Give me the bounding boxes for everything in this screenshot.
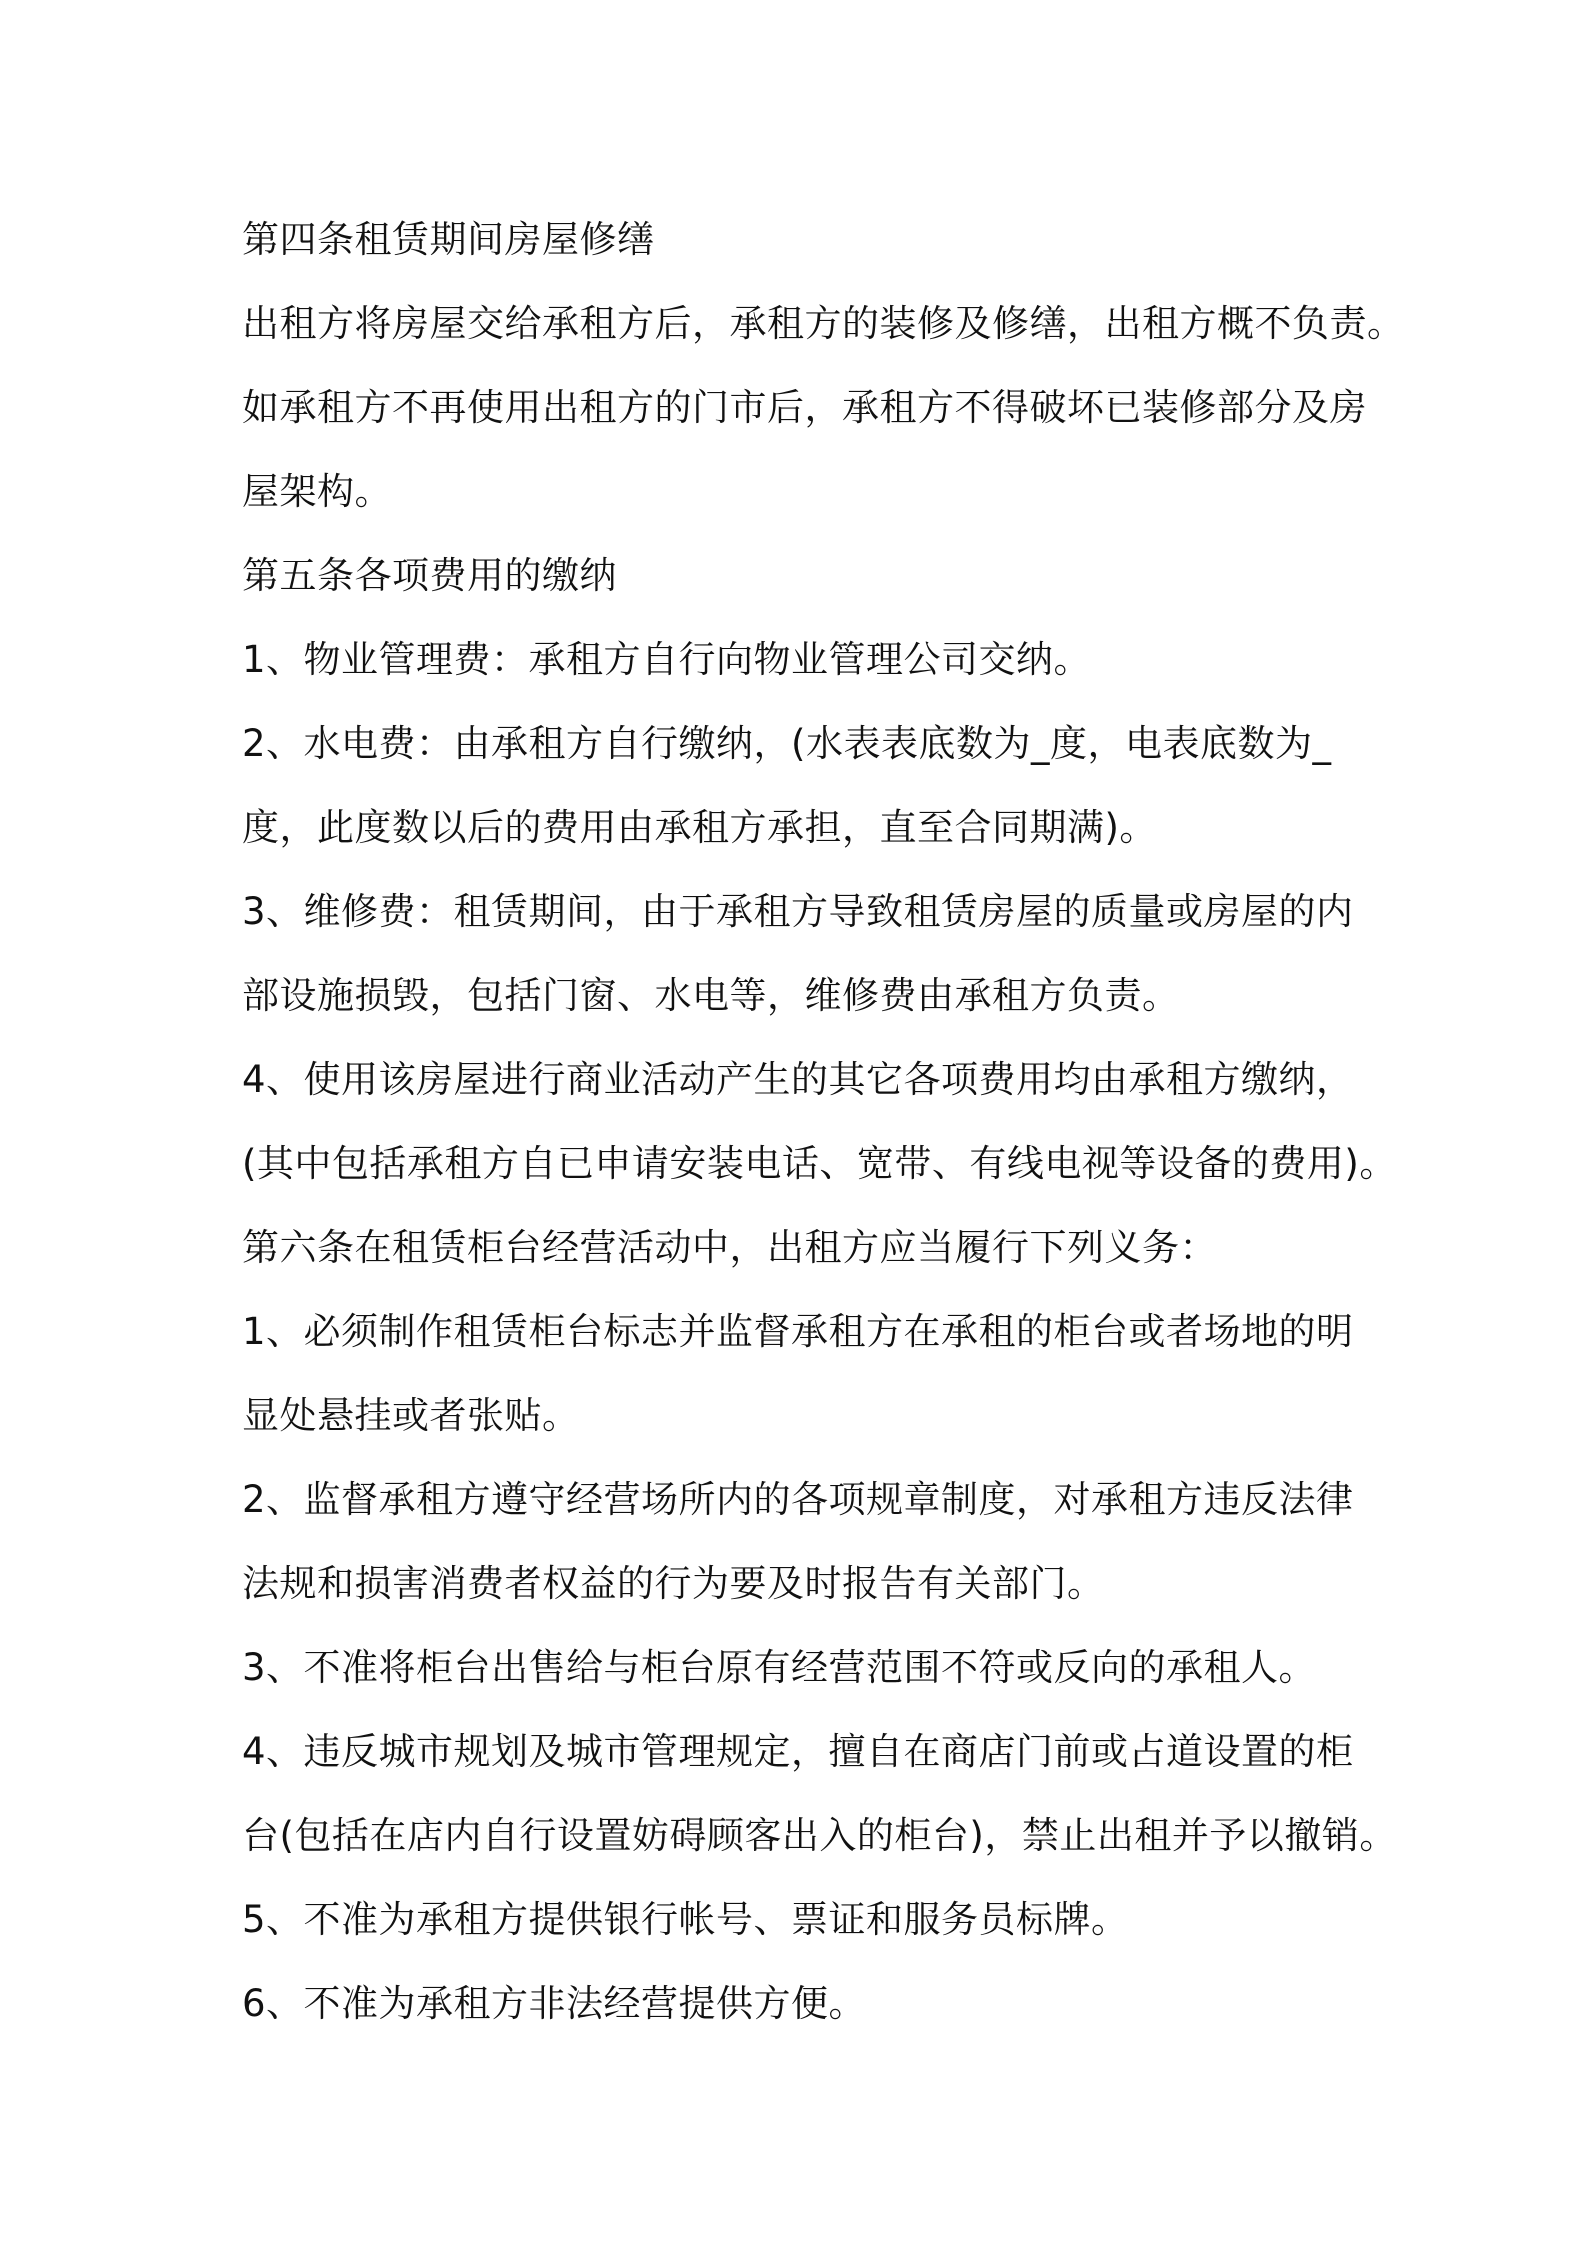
paragraph-line: 出租方将房屋交给承租方后，承租方的装修及修缮，出租方概不负责。: [242, 302, 1405, 345]
list-item-line: 部设施损毁，包括门窗、水电等，维修费由承租方负责。: [242, 974, 1180, 1017]
list-item-line: 法规和损害消费者权益的行为要及时报告有关部门。: [242, 1562, 1105, 1605]
list-item-line: 2、监督承租方遵守经营场所内的各项规章制度，对承租方违反法律: [242, 1478, 1354, 1521]
list-item-line: 显处悬挂或者张贴。: [242, 1394, 580, 1437]
list-item-line: 1、物业管理费：承租方自行向物业管理公司交纳。: [242, 638, 1092, 681]
article-4-heading: 第四条租赁期间房屋修缮: [242, 218, 655, 261]
list-item-line: 2、水电费：由承租方自行缴纳，(水表表底数为_度，电表底数为_: [242, 722, 1332, 765]
paragraph-line: 如承租方不再使用出租方的门市后，承租方不得破坏已装修部分及房: [242, 386, 1367, 429]
paragraph-line: 屋架构。: [242, 470, 392, 513]
list-item-line: 3、维修费：租赁期间，由于承租方导致租赁房屋的质量或房屋的内: [242, 890, 1354, 933]
list-item-line: 4、违反城市规划及城市管理规定，擅自在商店门前或占道设置的柜: [242, 1730, 1354, 1773]
list-item-line: 度，此度数以后的费用由承租方承担，直至合同期满)。: [242, 806, 1157, 849]
article-5-heading: 第五条各项费用的缴纳: [242, 554, 617, 597]
list-item-line: 6、不准为承租方非法经营提供方便。: [242, 1982, 867, 2025]
article-6-heading: 第六条在租赁柜台经营活动中，出租方应当履行下列义务：: [242, 1226, 1217, 1269]
list-item-line: 5、不准为承租方提供银行帐号、票证和服务员标牌。: [242, 1898, 1129, 1941]
document-body: [242, 198, 1405, 2046]
list-item-line: 台(包括在店内自行设置妨碍顾客出入的柜台)，禁止出租并予以撤销。: [242, 1814, 1397, 1857]
list-item-line: 3、不准将柜台出售给与柜台原有经营范围不符或反向的承租人。: [242, 1646, 1317, 1689]
list-item-line: 1、必须制作租赁柜台标志并监督承租方在承租的柜台或者场地的明: [242, 1310, 1354, 1353]
list-item-line: 4、使用该房屋进行商业活动产生的其它各项费用均由承租方缴纳，: [242, 1058, 1354, 1101]
list-item-line: (其中包括承租方自已申请安装电话、宽带、有线电视等设备的费用)。: [242, 1142, 1397, 1185]
